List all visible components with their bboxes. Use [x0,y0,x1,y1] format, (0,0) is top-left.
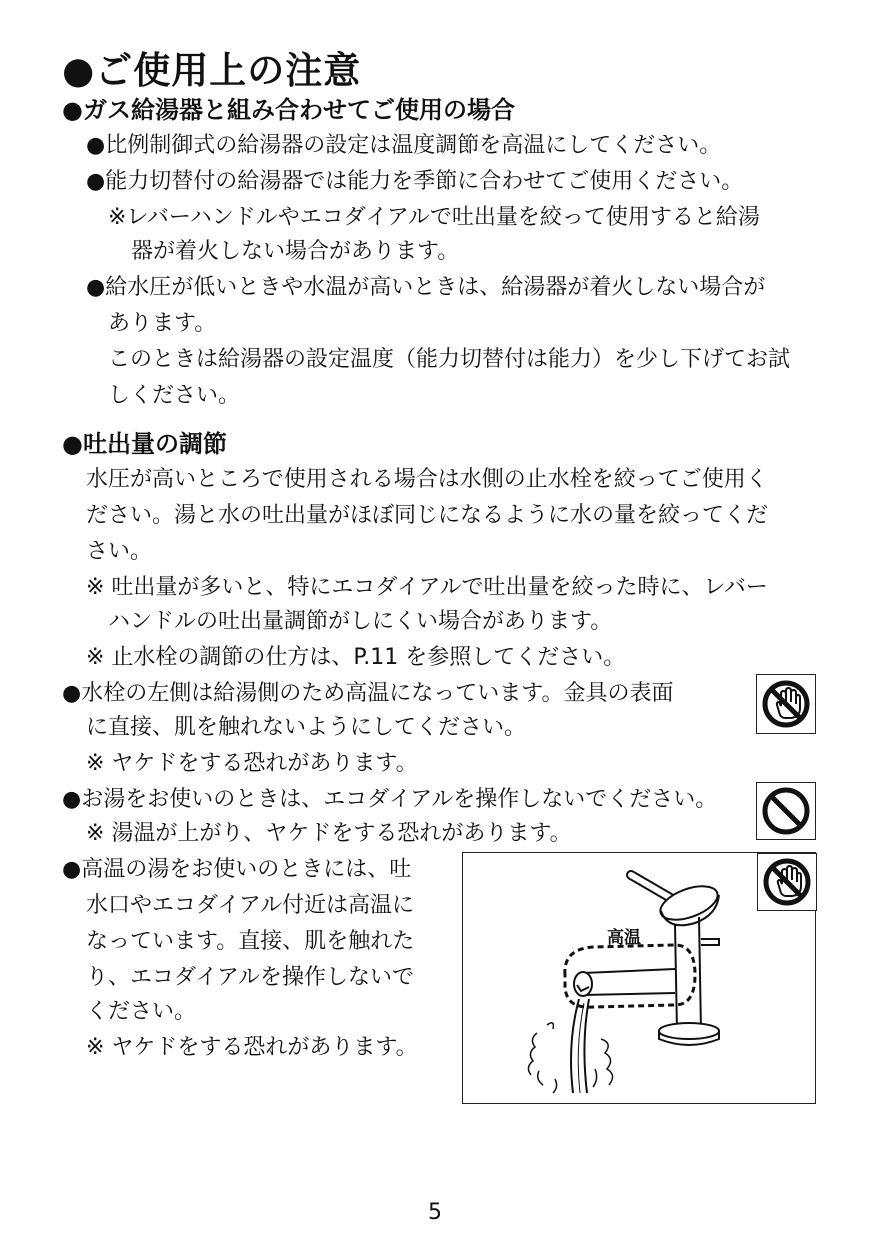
hot-water-warning-line-1: ●高温の湯をお使いのときには、吐 [62,857,412,882]
bullet-low-pressure-cont: あります。 [108,311,217,336]
bullet-low-pressure-advice: このときは給湯器の設定温度（能力切替付は能力）を少し下げてお試 [108,347,791,372]
page-title: ●ご使用上の注意 [62,49,362,92]
hot-water-warning-line-4: り、エコダイアルを操作しないで [86,965,415,990]
hot-water-warning-line-2: 水口やエコダイアル付近は高温に [86,893,415,918]
hot-water-warning-note: ※ ヤケドをする恐れがあります。 [86,1035,418,1060]
bullet-capacity-switch: ●能力切替付の給湯器では能力を季節に合わせてご使用ください。 [86,169,744,194]
bullet-low-pressure-advice-cont: しください。 [108,383,241,408]
flow-paragraph-line-1: 水圧が高いところで使用される場合は水側の止水栓を絞ってご使用く [86,467,768,492]
eco-dial-warning-note: ※ 湯温が上がり、ヤケドをする恐れがあります。 [86,821,572,846]
prohibited-icon [756,782,816,840]
flow-paragraph-line-3: さい。 [86,539,153,564]
note-lever-handle-cont: 器が着火しない場合があります。 [131,239,460,264]
note-lever-handle: ※レバーハンドルやエコダイアルで吐出量を絞って使用すると給湯 [108,205,760,230]
flow-note-1-cont: ハンドルの吐出量調節がしにくい場合があります。 [108,609,613,634]
page-number: 5 [428,1200,442,1225]
section-heading-gas-heater: ●ガス給湯器と組み合わせてご使用の場合 [62,96,515,124]
flow-paragraph-line-2: ださい。湯と水の吐出量がほぼ同じになるように水の量を絞ってくだ [86,503,769,528]
flow-note-1: ※ 吐出量が多いと、特にエコダイアルで吐出量を絞った時に、レバー [86,575,768,600]
eco-dial-warning-line-1: ●お湯をお使いのときは、エコダイアルを操作しないでください。 [62,787,718,812]
section-heading-flow-adjust: ●吐出量の調節 [62,430,227,458]
hot-water-warning-line-3: なっています。直接、肌を触れた [86,929,415,954]
bullet-low-pressure: ●給水圧が低いときや水温が高いときは、給湯器が着火しない場合が [86,275,766,300]
hot-side-warning-line-2: に直接、肌を触れないようにしてください。 [86,715,527,740]
hot-side-warning-note: ※ ヤケドをする恐れがあります。 [86,751,418,776]
flow-note-2: ※ 止水栓の調節の仕方は、P.11 を参照してください。 [86,645,626,670]
no-touch-icon [756,674,816,734]
bullet-proportional-control: ●比例制御式の給湯器の設定は温度調節を高温にしてください。 [86,133,722,158]
hot-label: 高温 [607,928,641,948]
hot-side-warning-line-1: ●水栓の左側は給湯側のため高温になっています。金具の表面 [62,681,674,706]
hot-water-warning-line-5: ください。 [86,999,197,1024]
no-touch-icon-figure [757,853,817,911]
faucet-illustration [462,852,816,1104]
